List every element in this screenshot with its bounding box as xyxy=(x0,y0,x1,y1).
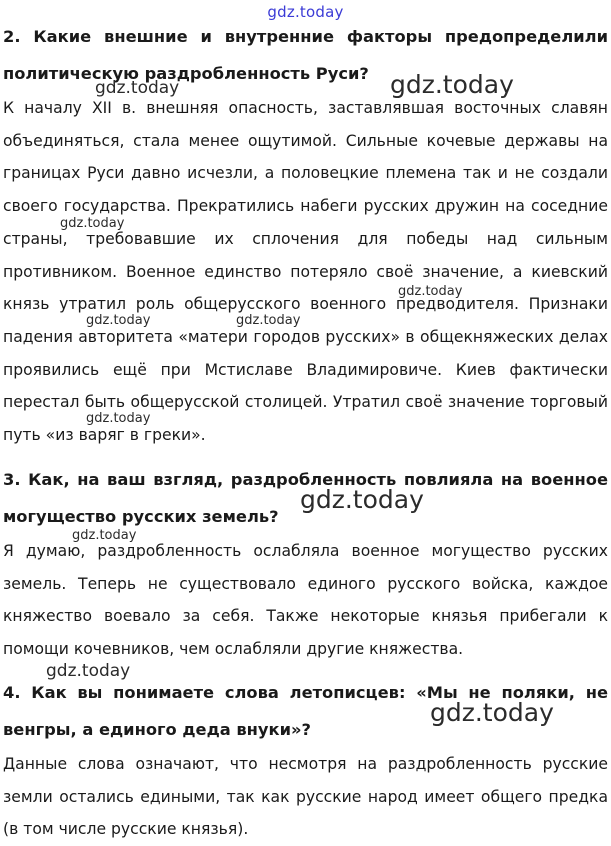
section-4 xyxy=(3,674,608,846)
watermark: gdz.today xyxy=(430,698,554,727)
question-3: 3. Как, на ваш взгляд, раздробленность повлияла на военное могущество русских земель? xyxy=(3,470,608,526)
section-2 xyxy=(3,18,608,452)
watermark: gdz.today xyxy=(46,661,131,681)
question-4: 4. Как вы понимаете слова летописцев: «Мы не поляки, не венгры, а единого деда внуки»? xyxy=(3,683,608,739)
watermark: gdz.today xyxy=(300,485,424,514)
answer-3: Я думаю, раздробленность ослабляла военное могущество русских земель. Теперь не существовало единого русского войска, каждое княжество воевало за себя. Также некоторые князья прибегали к помощи кочевников, чем ослабляли другие княжества. xyxy=(3,542,608,659)
question-2: 2. Какие внешние и внутренние факторы предопределили политическую раздробленность Руси? xyxy=(3,27,608,83)
answer-4: Данные слова означают, что несмотря на раздробленность русские земли остались едиными, так как русские народ имеет общего предка (в том числе русские князья). xyxy=(3,755,608,839)
header-site-mark: gdz.today xyxy=(267,3,344,21)
watermark: gdz.today xyxy=(86,411,151,426)
watermark: gdz.today xyxy=(236,313,301,328)
watermark: gdz.today xyxy=(390,70,514,99)
watermark: gdz.today xyxy=(86,313,151,328)
watermark: gdz.today xyxy=(398,284,463,299)
watermark: gdz.today xyxy=(60,216,125,231)
answer-2: К началу XII в. внешняя опасность, заставлявшая восточных славян объединяться, стала менее ощутимой. Сильные кочевые державы на границах Руси давно исчезли, а половецкие племена так и не создали своего государства. Прекратились набеги русских дружин на соседние страны, требовавшие их сплочения для победы над сильным противником. Военное единство потеряло своё значение, а киевский князь утратил роль общерусского военного предводителя. Признаки падения авторитета «матери городов русских» в общекняжеских делах проявились ещё при Мстиславе Владимировиче. Киев фактически перестал быть общерусской столицей. Утратил своё значение торговый путь «из варяг в греки». xyxy=(3,99,608,445)
section-3 xyxy=(3,461,608,666)
watermark: gdz.today xyxy=(72,528,137,543)
watermark: gdz.today xyxy=(95,78,180,98)
